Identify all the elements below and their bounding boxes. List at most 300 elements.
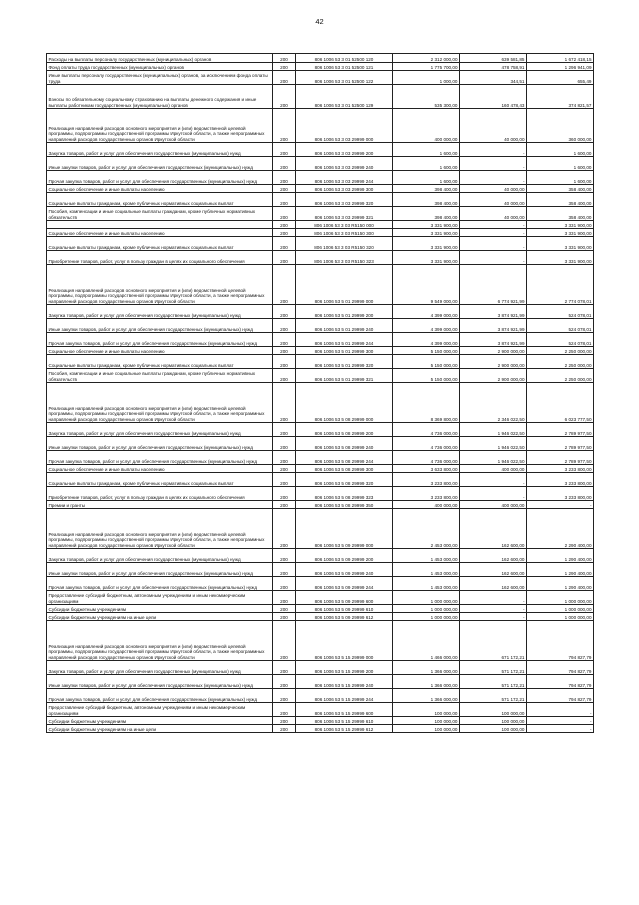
expense-name-cell: Приобретение товаров, работ, услуг в пользу граждан в целях их социального обеспечения <box>47 487 273 501</box>
line-code-cell: 200 <box>273 85 296 109</box>
table-row <box>47 265 594 305</box>
executed-amount-cell: 571 172,21 <box>460 661 527 675</box>
expense-name-cell: Прочая закупка товаров, работ и услуг для обеспечения государственных (муниципальных) нужд <box>47 171 273 185</box>
budget-classification-code-cell: 806 1006 53 5 01 29999 000 <box>296 265 393 305</box>
approved-amount-cell: 4 736 000,00 <box>393 423 460 437</box>
approved-amount-cell: 398 400,00 <box>393 193 460 207</box>
table-row <box>47 675 594 689</box>
expense-name-cell: Прочая закупка товаров, работ и услуг для обеспечения государственных (муниципальных) нужд <box>47 333 273 347</box>
budget-classification-code-cell: 806 1006 53 5 01 29999 240 <box>296 319 393 333</box>
line-code-cell: 200 <box>273 451 296 465</box>
expense-name-cell: Субсидии бюджетным учреждениям <box>47 605 273 613</box>
budget-classification-code-cell: 806 1006 53 5 08 29999 323 <box>296 487 393 501</box>
budget-classification-code-cell: 806 1006 53 5 01 29999 321 <box>296 369 393 383</box>
approved-amount-cell: 100 000,00 <box>393 725 460 733</box>
approved-amount-cell: 5 150 000,00 <box>393 355 460 369</box>
unexecuted-amount-cell: 3 331 900,00 <box>527 229 594 237</box>
approved-amount-cell: 1 366 000,00 <box>393 689 460 703</box>
expense-name-cell: Социальное обеспечение и иные выплаты населению <box>47 465 273 473</box>
table-row <box>47 591 594 605</box>
executed-amount-cell: 344,51 <box>460 71 527 85</box>
budget-classification-code-cell: 806 1006 53 3 03 R5150 300 <box>296 229 393 237</box>
unexecuted-amount-cell: 6 023 777,50 <box>527 383 594 423</box>
line-code-cell: 200 <box>273 383 296 423</box>
approved-amount-cell: 1 453 000,00 <box>393 577 460 591</box>
unexecuted-amount-cell: 794 827,79 <box>527 689 594 703</box>
line-code-cell: 200 <box>273 501 296 509</box>
executed-amount-cell: - <box>460 157 527 171</box>
table-row <box>47 509 594 549</box>
line-code-cell: 200 <box>273 319 296 333</box>
unexecuted-amount-cell: 358 400,00 <box>527 207 594 221</box>
unexecuted-amount-cell: 3 233 800,00 <box>527 487 594 501</box>
approved-amount-cell: 3 633 800,00 <box>393 465 460 473</box>
approved-amount-cell: 1 600,00 <box>393 157 460 171</box>
budget-classification-code-cell: 806 1006 53 3 03 R5150 320 <box>296 237 393 251</box>
table-row <box>47 383 594 423</box>
expense-name-cell: Закупка товаров, работ и услуг для обеспечения государственных (муниципальных) нужд <box>47 423 273 437</box>
expense-name-cell: Закупка товаров, работ и услуг для обеспечения государственных (муниципальных) нужд <box>47 549 273 563</box>
executed-amount-cell: 571 172,21 <box>460 689 527 703</box>
approved-amount-cell: 3 331 900,00 <box>393 237 460 251</box>
unexecuted-amount-cell: 1 600,00 <box>527 143 594 157</box>
executed-amount-cell: 671 172,21 <box>460 621 527 661</box>
line-code-cell: 200 <box>273 347 296 355</box>
executed-amount-cell: 6 774 921,99 <box>460 265 527 305</box>
approved-amount-cell: 3 233 800,00 <box>393 487 460 501</box>
line-code-cell: 200 <box>273 613 296 621</box>
expense-name-cell: Иные выплаты персоналу государственных (муниципальных) органов, за исключением фонда оплаты труда <box>47 71 273 85</box>
unexecuted-amount-cell: - <box>527 703 594 717</box>
executed-amount-cell: - <box>460 143 527 157</box>
expense-name-cell: Иные закупки товаров, работ и услуг для обеспечения государственных (муниципальных) нужд <box>47 319 273 333</box>
page-number: 42 <box>315 17 324 26</box>
approved-amount-cell: 3 331 900,00 <box>393 221 460 229</box>
approved-amount-cell: 1 775 700,00 <box>393 63 460 71</box>
unexecuted-amount-cell: 3 331 900,00 <box>527 251 594 265</box>
table-row <box>47 347 594 355</box>
expense-name-cell: Социальное обеспечение и иные выплаты населению <box>47 229 273 237</box>
executed-amount-cell: - <box>460 221 527 229</box>
line-code-cell: 200 <box>273 63 296 71</box>
expense-name-cell: Закупка товаров, работ и услуг для обеспечения государственных (муниципальных) нужд <box>47 305 273 319</box>
budget-classification-code-cell: 806 1006 53 3 03 29999 321 <box>296 207 393 221</box>
expense-name-cell: Реализация направлений расходов основного мероприятия и (или) ведомственной целевой программы, подпрограммы государственной программы Иркутской области, а также непрограммных направлений расходов государственных органов Иркутской области <box>47 509 273 549</box>
line-code-cell: 200 <box>273 157 296 171</box>
executed-amount-cell: 162 600,00 <box>460 509 527 549</box>
line-code-cell: 200 <box>273 221 296 229</box>
line-code-cell: 200 <box>273 143 296 157</box>
unexecuted-amount-cell: 3 233 800,00 <box>527 473 594 487</box>
unexecuted-amount-cell: 2 250 000,00 <box>527 347 594 355</box>
unexecuted-amount-cell: 3 331 900,00 <box>527 237 594 251</box>
line-code-cell: 200 <box>273 237 296 251</box>
executed-amount-cell: 1 946 022,50 <box>460 437 527 451</box>
executed-amount-cell: 162 600,00 <box>460 549 527 563</box>
expense-name-cell: Социальное обеспечение и иные выплаты населению <box>47 347 273 355</box>
unexecuted-amount-cell: 794 827,79 <box>527 621 594 661</box>
expense-name-cell: Реализация направлений расходов основного мероприятия и (или) ведомственной целевой программы, подпрограммы государственной программы Иркутской области, а также непрограммных направлений расходов государственных органов Иркутской области <box>47 109 273 143</box>
approved-amount-cell: 5 150 000,00 <box>393 369 460 383</box>
unexecuted-amount-cell: 1 672 418,15 <box>527 54 594 63</box>
executed-amount-cell: - <box>460 613 527 621</box>
unexecuted-amount-cell: - <box>527 501 594 509</box>
budget-classification-code-cell: 806 1006 53 5 01 29999 300 <box>296 347 393 355</box>
budget-classification-code-cell: 806 1006 53 3 03 29999 300 <box>296 185 393 193</box>
line-code-cell: 200 <box>273 109 296 143</box>
unexecuted-amount-cell: 2 789 977,50 <box>527 451 594 465</box>
unexecuted-amount-cell: 2 789 977,50 <box>527 437 594 451</box>
executed-amount-cell: 40 000,00 <box>460 193 527 207</box>
executed-amount-cell: - <box>460 237 527 251</box>
approved-amount-cell: 4 399 000,00 <box>393 333 460 347</box>
line-code-cell: 200 <box>273 437 296 451</box>
table-row <box>47 563 594 577</box>
unexecuted-amount-cell: 1 000 000,00 <box>527 613 594 621</box>
unexecuted-amount-cell: 1 290 400,00 <box>527 577 594 591</box>
executed-amount-cell: - <box>460 487 527 501</box>
approved-amount-cell: 1 600,00 <box>393 171 460 185</box>
line-code-cell: 200 <box>273 229 296 237</box>
executed-amount-cell: - <box>460 591 527 605</box>
line-code-cell: 200 <box>273 333 296 347</box>
executed-amount-cell: 2 900 000,00 <box>460 347 527 355</box>
approved-amount-cell: 1 600,00 <box>393 143 460 157</box>
expense-name-cell: Социальные выплаты гражданам, кроме публичных нормативных социальных выплат <box>47 355 273 369</box>
approved-amount-cell: 2 312 000,00 <box>393 54 460 63</box>
table-row <box>47 143 594 157</box>
budget-classification-code-cell: 806 1006 53 5 01 29999 200 <box>296 305 393 319</box>
budget-classification-code-cell: 806 1006 53 3 03 29999 000 <box>296 109 393 143</box>
line-code-cell: 200 <box>273 605 296 613</box>
approved-amount-cell: 100 000,00 <box>393 703 460 717</box>
line-code-cell: 200 <box>273 689 296 703</box>
unexecuted-amount-cell: - <box>527 725 594 733</box>
table-row <box>47 229 594 237</box>
table-row <box>47 185 594 193</box>
expense-name-cell: Фонд оплаты труда государственных (муниципальных) органов <box>47 63 273 71</box>
unexecuted-amount-cell: 3 233 800,00 <box>527 465 594 473</box>
unexecuted-amount-cell: 374 821,57 <box>527 85 594 109</box>
executed-amount-cell: 1 946 022,50 <box>460 423 527 437</box>
executed-amount-cell: 40 000,00 <box>460 207 527 221</box>
budget-classification-code-cell: 806 1006 53 5 01 29999 244 <box>296 333 393 347</box>
expense-name-cell: Закупка товаров, работ и услуг для обеспечения государственных (муниципальных) нужд <box>47 661 273 675</box>
expense-name-cell: Субсидии бюджетным учреждениям <box>47 717 273 725</box>
budget-classification-code-cell: 806 1006 53 5 08 29999 000 <box>296 383 393 423</box>
approved-amount-cell: 1 000 000,00 <box>393 591 460 605</box>
table-row <box>47 333 594 347</box>
unexecuted-amount-cell: 1 000 000,00 <box>527 605 594 613</box>
budget-classification-code-cell: 806 1006 53 3 03 29999 200 <box>296 143 393 157</box>
executed-amount-cell: 1 946 022,50 <box>460 451 527 465</box>
unexecuted-amount-cell: - <box>527 717 594 725</box>
table-row <box>47 549 594 563</box>
approved-amount-cell: 4 399 000,00 <box>393 305 460 319</box>
approved-amount-cell: 1 000 000,00 <box>393 605 460 613</box>
table-row <box>47 473 594 487</box>
table-row <box>47 157 594 171</box>
expense-name-cell: Пособия, компенсации и иные социальные выплаты гражданам, кроме публичных нормативных обязательств <box>47 369 273 383</box>
executed-amount-cell: - <box>460 473 527 487</box>
budget-classification-code-cell: 806 1006 53 5 09 29999 610 <box>296 605 393 613</box>
executed-amount-cell: - <box>460 229 527 237</box>
approved-amount-cell: 100 000,00 <box>393 717 460 725</box>
line-code-cell: 200 <box>273 265 296 305</box>
table-row <box>47 605 594 613</box>
table-row <box>47 661 594 675</box>
executed-amount-cell: 2 900 000,00 <box>460 369 527 383</box>
approved-amount-cell: 3 331 900,00 <box>393 251 460 265</box>
expense-name-cell: Субсидии бюджетным учреждениям на иные цели <box>47 613 273 621</box>
budget-classification-code-cell: 806 1006 53 5 09 29999 612 <box>296 613 393 621</box>
expense-name-cell: Расходы на выплаты персоналу государственных (муниципальных) органов <box>47 54 273 63</box>
approved-amount-cell: 4 736 000,00 <box>393 437 460 451</box>
table-row <box>47 437 594 451</box>
budget-classification-code-cell: 806 1006 53 3 03 29999 240 <box>296 157 393 171</box>
approved-amount-cell: 1 453 000,00 <box>393 563 460 577</box>
table-row <box>47 237 594 251</box>
line-code-cell: 200 <box>273 251 296 265</box>
table-row <box>47 319 594 333</box>
budget-classification-code-cell: 806 1006 53 5 08 29999 200 <box>296 423 393 437</box>
unexecuted-amount-cell: 358 400,00 <box>527 185 594 193</box>
table-row <box>47 465 594 473</box>
executed-amount-cell: 100 000,00 <box>460 717 527 725</box>
executed-amount-cell: 3 874 921,99 <box>460 333 527 347</box>
table-row <box>47 689 594 703</box>
line-code-cell: 200 <box>273 423 296 437</box>
budget-execution-table <box>46 53 594 733</box>
unexecuted-amount-cell: 1 600,00 <box>527 171 594 185</box>
unexecuted-amount-cell: 794 827,79 <box>527 661 594 675</box>
expense-name-cell: Реализация направлений расходов основного мероприятия и (или) ведомственной целевой программы, подпрограммы государственной программы Иркутской области, а также непрограммных направлений расходов государственных органов Иркутской области <box>47 265 273 305</box>
table-row <box>47 85 594 109</box>
unexecuted-amount-cell: 2 774 078,01 <box>527 265 594 305</box>
line-code-cell: 200 <box>273 185 296 193</box>
approved-amount-cell: 4 736 000,00 <box>393 451 460 465</box>
approved-amount-cell: 398 400,00 <box>393 185 460 193</box>
expense-name-cell: Иные закупки товаров, работ и услуг для обеспечения государственных (муниципальных) нужд <box>47 563 273 577</box>
table-row <box>47 193 594 207</box>
budget-classification-code-cell: 806 1006 53 5 08 29999 320 <box>296 473 393 487</box>
budget-classification-code-cell: 806 1006 53 3 03 R5150 000 <box>296 221 393 229</box>
line-code-cell: 200 <box>273 487 296 501</box>
expense-name-cell: Социальные выплаты гражданам, кроме публичных нормативных социальных выплат <box>47 237 273 251</box>
unexecuted-amount-cell: 358 400,00 <box>527 193 594 207</box>
unexecuted-amount-cell: 1 296 941,09 <box>527 63 594 71</box>
executed-amount-cell: 160 478,43 <box>460 85 527 109</box>
unexecuted-amount-cell: 2 290 400,00 <box>527 509 594 549</box>
unexecuted-amount-cell: 1 600,00 <box>527 157 594 171</box>
expense-name-cell: Пособия, компенсации и иные социальные выплаты гражданам, кроме публичных нормативных обязательств <box>47 207 273 221</box>
unexecuted-amount-cell: 3 331 900,00 <box>527 221 594 229</box>
approved-amount-cell: 400 000,00 <box>393 109 460 143</box>
budget-classification-code-cell: 806 1006 53 3 01 52500 120 <box>296 54 393 63</box>
line-code-cell: 200 <box>273 509 296 549</box>
line-code-cell: 200 <box>273 207 296 221</box>
line-code-cell: 200 <box>273 473 296 487</box>
budget-classification-code-cell: 806 1006 53 5 08 29999 300 <box>296 465 393 473</box>
budget-classification-code-cell: 806 1006 53 5 15 29999 000 <box>296 621 393 661</box>
budget-classification-code-cell: 806 1006 53 3 03 29999 244 <box>296 171 393 185</box>
line-code-cell: 200 <box>273 71 296 85</box>
table-row <box>47 71 594 85</box>
executed-amount-cell: 2 346 022,50 <box>460 383 527 423</box>
unexecuted-amount-cell: 1 290 400,00 <box>527 549 594 563</box>
executed-amount-cell: - <box>460 605 527 613</box>
approved-amount-cell: 1 466 000,00 <box>393 621 460 661</box>
expense-name-cell: Премии и гранты <box>47 501 273 509</box>
unexecuted-amount-cell: 2 250 000,00 <box>527 355 594 369</box>
approved-amount-cell: 1 000 000,00 <box>393 613 460 621</box>
unexecuted-amount-cell: 524 078,01 <box>527 319 594 333</box>
line-code-cell: 200 <box>273 563 296 577</box>
table-row <box>47 725 594 733</box>
line-code-cell: 200 <box>273 549 296 563</box>
unexecuted-amount-cell: 1 290 400,00 <box>527 563 594 577</box>
table-row <box>47 355 594 369</box>
line-code-cell: 200 <box>273 703 296 717</box>
budget-classification-code-cell: 806 1006 53 5 09 29999 000 <box>296 509 393 549</box>
executed-amount-cell: - <box>460 171 527 185</box>
line-code-cell: 200 <box>273 675 296 689</box>
executed-amount-cell: 3 874 921,99 <box>460 305 527 319</box>
unexecuted-amount-cell: 2 250 000,00 <box>527 369 594 383</box>
approved-amount-cell: 8 369 800,00 <box>393 383 460 423</box>
budget-classification-code-cell: 806 1006 53 5 09 29999 600 <box>296 591 393 605</box>
approved-amount-cell: 1 000,00 <box>393 71 460 85</box>
executed-amount-cell: 3 874 921,99 <box>460 319 527 333</box>
line-code-cell: 200 <box>273 54 296 63</box>
line-code-cell: 200 <box>273 591 296 605</box>
table-row <box>47 501 594 509</box>
line-code-cell: 200 <box>273 305 296 319</box>
budget-classification-code-cell: 806 1006 53 5 09 29999 240 <box>296 563 393 577</box>
approved-amount-cell: 1 453 000,00 <box>393 549 460 563</box>
table-row <box>47 487 594 501</box>
expense-name-cell: Прочая закупка товаров, работ и услуг для обеспечения государственных (муниципальных) нужд <box>47 577 273 591</box>
unexecuted-amount-cell: 524 078,01 <box>527 305 594 319</box>
expense-name-cell: Социальные выплаты гражданам, кроме публичных нормативных социальных выплат <box>47 193 273 207</box>
table-row <box>47 717 594 725</box>
unexecuted-amount-cell: 2 789 977,50 <box>527 423 594 437</box>
approved-amount-cell: 3 233 800,00 <box>393 473 460 487</box>
unexecuted-amount-cell: 1 000 000,00 <box>527 591 594 605</box>
budget-classification-code-cell: 806 1006 53 5 15 29999 244 <box>296 689 393 703</box>
approved-amount-cell: 2 453 000,00 <box>393 509 460 549</box>
table-row <box>47 369 594 383</box>
expense-name-cell: Предоставление субсидий бюджетным, автономным учреждениям и иным некоммерческим организациям <box>47 591 273 605</box>
budget-classification-code-cell: 806 1006 53 3 01 52500 122 <box>296 71 393 85</box>
line-code-cell: 200 <box>273 725 296 733</box>
table-row <box>47 63 594 71</box>
unexecuted-amount-cell: 524 078,01 <box>527 333 594 347</box>
expense-name-cell: Иные закупки товаров, работ и услуг для обеспечения государственных (муниципальных) нужд <box>47 675 273 689</box>
table-row <box>47 207 594 221</box>
executed-amount-cell: - <box>460 251 527 265</box>
executed-amount-cell: 571 172,21 <box>460 675 527 689</box>
executed-amount-cell: 400 000,00 <box>460 501 527 509</box>
expense-name-cell: Приобретение товаров, работ, услуг в пользу граждан в целях их социального обеспечения <box>47 251 273 265</box>
budget-classification-code-cell: 806 1006 53 5 15 29999 612 <box>296 725 393 733</box>
budget-classification-code-cell: 806 1006 53 5 08 29999 244 <box>296 451 393 465</box>
approved-amount-cell: 3 331 900,00 <box>393 229 460 237</box>
table-row <box>47 54 594 63</box>
approved-amount-cell: 1 366 000,00 <box>393 675 460 689</box>
budget-classification-code-cell: 806 1006 53 3 01 52500 129 <box>296 85 393 109</box>
budget-classification-code-cell: 806 1006 53 5 01 29999 320 <box>296 355 393 369</box>
table-row <box>47 451 594 465</box>
table-row <box>47 613 594 621</box>
approved-amount-cell: 4 399 000,00 <box>393 319 460 333</box>
expense-name-cell: Социальные выплаты гражданам, кроме публичных нормативных социальных выплат <box>47 473 273 487</box>
executed-amount-cell: 100 000,00 <box>460 725 527 733</box>
executed-amount-cell: 40 000,00 <box>460 109 527 143</box>
line-code-cell: 200 <box>273 661 296 675</box>
expense-name-cell: Иные закупки товаров, работ и услуг для обеспечения государственных (муниципальных) нужд <box>47 157 273 171</box>
line-code-cell: 200 <box>273 355 296 369</box>
expense-name-cell: Субсидии бюджетным учреждениям на иные цели <box>47 725 273 733</box>
budget-classification-code-cell: 806 1006 53 3 03 29999 320 <box>296 193 393 207</box>
expense-name-cell: Взносы по обязательному социальному страхованию на выплаты денежного содержания и иные выплаты работникам государственных (муниципальных) органов <box>47 85 273 109</box>
approved-amount-cell: 1 366 000,00 <box>393 661 460 675</box>
expense-name-cell: Реализация направлений расходов основного мероприятия и (или) ведомственной целевой программы, подпрограммы государственной программы Иркутской области, а также непрограммных направлений расходов государственных органов Иркутской области <box>47 383 273 423</box>
budget-classification-code-cell: 806 1006 53 5 09 29999 244 <box>296 577 393 591</box>
budget-classification-code-cell: 806 1006 53 5 15 29999 600 <box>296 703 393 717</box>
table-row <box>47 577 594 591</box>
expense-name-cell: Прочая закупка товаров, работ и услуг для обеспечения государственных (муниципальных) нужд <box>47 689 273 703</box>
line-code-cell: 200 <box>273 621 296 661</box>
executed-amount-cell: 478 758,91 <box>460 63 527 71</box>
expense-name-cell: Социальное обеспечение и иные выплаты населению <box>47 185 273 193</box>
budget-classification-code-cell: 806 1006 53 5 09 29999 200 <box>296 549 393 563</box>
expense-name-cell: Реализация направлений расходов основного мероприятия и (или) ведомственной целевой программы, подпрограммы государственной программы Иркутской области, а также непрограммных направлений расходов государственных органов Иркутской области <box>47 621 273 661</box>
executed-amount-cell: 40 000,00 <box>460 185 527 193</box>
expense-name-cell: Закупка товаров, работ и услуг для обеспечения государственных (муниципальных) нужд <box>47 143 273 157</box>
expense-name-cell: Предоставление субсидий бюджетным, автономным учреждениям и иным некоммерческим организациям <box>47 703 273 717</box>
expense-name-cell: Прочая закупка товаров, работ и услуг для обеспечения государственных (муниципальных) нужд <box>47 451 273 465</box>
unexecuted-amount-cell: 794 827,79 <box>527 675 594 689</box>
table-row <box>47 621 594 661</box>
table-row <box>47 251 594 265</box>
approved-amount-cell: 400 000,00 <box>393 501 460 509</box>
table-body <box>47 54 594 733</box>
budget-classification-code-cell: 806 1006 53 5 15 29999 610 <box>296 717 393 725</box>
table-row <box>47 423 594 437</box>
line-code-cell: 200 <box>273 171 296 185</box>
budget-classification-code-cell: 806 1006 53 5 08 29999 350 <box>296 501 393 509</box>
line-code-cell: 200 <box>273 369 296 383</box>
approved-amount-cell: 5 150 000,00 <box>393 347 460 355</box>
budget-classification-code-cell: 806 1006 53 5 15 29999 240 <box>296 675 393 689</box>
unexecuted-amount-cell: 360 000,00 <box>527 109 594 143</box>
budget-classification-code-cell: 806 1006 53 3 01 52500 121 <box>296 63 393 71</box>
table-row <box>47 109 594 143</box>
budget-classification-code-cell: 806 1006 53 3 03 R5150 323 <box>296 251 393 265</box>
table-row <box>47 305 594 319</box>
table-row <box>47 221 594 229</box>
executed-amount-cell: 100 000,00 <box>460 703 527 717</box>
expense-name-cell <box>47 221 273 229</box>
approved-amount-cell: 535 300,00 <box>393 85 460 109</box>
executed-amount-cell: 400 000,00 <box>460 465 527 473</box>
executed-amount-cell: 2 900 000,00 <box>460 355 527 369</box>
budget-classification-code-cell: 806 1006 53 5 15 29999 200 <box>296 661 393 675</box>
line-code-cell: 200 <box>273 193 296 207</box>
table-row <box>47 703 594 717</box>
table-row <box>47 171 594 185</box>
